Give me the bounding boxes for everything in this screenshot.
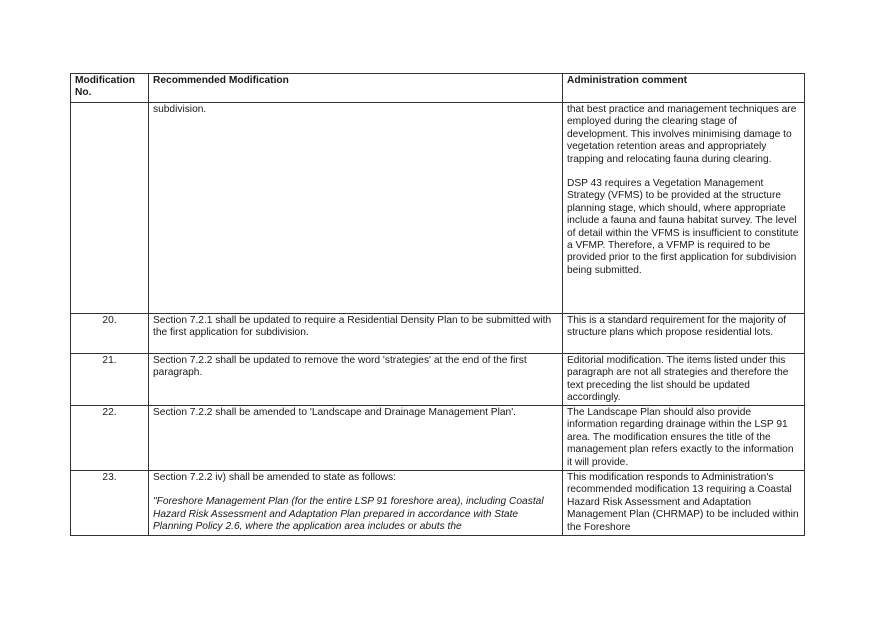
header-administration-comment: Administration comment [563, 74, 805, 103]
row-comment: The Landscape Plan should also provide information regarding drainage within the LSP 91 area. The modification ensures the title of the management plan refers exactly to the information it will provide. [563, 406, 805, 471]
table-row [71, 314, 805, 354]
row-comment: Editorial modification. The items listed under this paragraph are not all strategies and therefore the text preceding the list should be updated accordingly. [563, 354, 805, 406]
row-recommended: Section 7.2.1 shall be updated to require a Residential Density Plan to be submitted with the first application for subdivision. [149, 314, 563, 354]
row-number [71, 103, 149, 314]
table-row [71, 406, 805, 471]
row-comment [563, 471, 805, 536]
row-recommended-quote: "Foreshore Management Plan (for the entire LSP 91 foreshore area), including Coastal Hazard Risk Assessment and Adaptation Plan prepared in accordance with State Planning Policy 2.6, where the application area includes or abuts the [153, 496, 544, 533]
modifications-table [70, 73, 805, 536]
row-comment-paragraph: that best practice and management techniques are employed during the clearing stage of development. This involves minimising damage to vegetation retention areas and appropriately trapping and relocating fauna during clearing. [567, 104, 797, 165]
row-comment: This is a standard requirement for the majority of structure plans which propose residential lots. [563, 314, 805, 354]
row-number: 22. [71, 406, 149, 471]
table-row [71, 103, 805, 314]
row-comment-text: This modification responds to Administration's recommended modification 13 requiring a Coastal Hazard Risk Assessment and Adaptation Management Plan (CHRMAP) to be included within the Foreshore [567, 472, 799, 533]
row-recommended: Section 7.2.2 shall be updated to remove the word 'strategies' at the end of the first paragraph. [149, 354, 563, 406]
row-comment-paragraph: DSP 43 requires a Vegetation Management Strategy (VFMS) to be provided at the structure planning stage, which should, where appropriate include a fauna and fauna habitat survey. The level of detail within the VFMS is insufficient to constitute a VFMP. Therefore, a VFMP is required to be provided prior to the first application for subdivision being submitted. [567, 178, 799, 276]
row-recommended: Section 7.2.2 shall be amended to 'Landscape and Drainage Management Plan'. [149, 406, 563, 471]
table-row [71, 471, 805, 536]
header-recommended-modification: Recommended Modification [149, 74, 563, 103]
row-number: 20. [71, 314, 149, 354]
header-modification-no: Modification No. [71, 74, 149, 103]
row-recommended: subdivision. [149, 103, 563, 314]
row-comment [563, 103, 805, 314]
table-header-row [71, 74, 805, 103]
row-number: 21. [71, 354, 149, 406]
row-recommended [149, 471, 563, 536]
table-row [71, 354, 805, 406]
row-number: 23. [71, 471, 149, 536]
row-recommended-paragraph: Section 7.2.2 iv) shall be amended to state as follows: [153, 472, 396, 483]
